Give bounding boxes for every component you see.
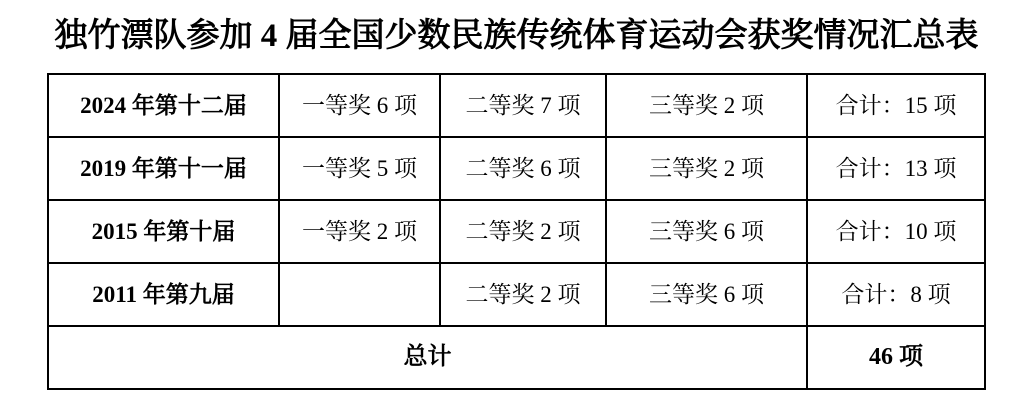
table-row-2024 bbox=[48, 74, 985, 137]
row-total-cell: 合计：13 项 bbox=[807, 137, 985, 200]
third-prize-cell: 三等奖 2 项 bbox=[606, 137, 807, 200]
table-row-2015 bbox=[48, 200, 985, 263]
summary-row bbox=[48, 326, 985, 389]
row-total-cell: 合计：10 项 bbox=[807, 200, 985, 263]
row-total-cell: 合计：15 项 bbox=[807, 74, 985, 137]
grand-total-value: 46 项 bbox=[807, 326, 985, 389]
second-prize-cell: 二等奖 2 项 bbox=[440, 263, 606, 326]
table-row-2019 bbox=[48, 137, 985, 200]
row-total-cell: 合计：8 项 bbox=[807, 263, 985, 326]
third-prize-cell: 三等奖 6 项 bbox=[606, 200, 807, 263]
third-prize-cell: 三等奖 6 项 bbox=[606, 263, 807, 326]
second-prize-cell: 二等奖 6 项 bbox=[440, 137, 606, 200]
third-prize-cell: 三等奖 2 项 bbox=[606, 74, 807, 137]
edition-cell: 2011 年第九届 bbox=[48, 263, 279, 326]
edition-cell: 2019 年第十一届 bbox=[48, 137, 279, 200]
table-row-2011 bbox=[48, 263, 985, 326]
first-prize-cell: 一等奖 5 项 bbox=[279, 137, 440, 200]
awards-summary-table bbox=[47, 73, 986, 390]
grand-total-label: 总计 bbox=[48, 326, 807, 389]
edition-cell: 2024 年第十二届 bbox=[48, 74, 279, 137]
page-title: 独竹漂队参加 4 届全国少数民族传统体育运动会获奖情况汇总表 bbox=[54, 18, 979, 54]
first-prize-cell-empty bbox=[279, 263, 440, 326]
edition-cell: 2015 年第十届 bbox=[48, 200, 279, 263]
second-prize-cell: 二等奖 7 项 bbox=[440, 74, 606, 137]
second-prize-cell: 二等奖 2 项 bbox=[440, 200, 606, 263]
first-prize-cell: 一等奖 2 项 bbox=[279, 200, 440, 263]
first-prize-cell: 一等奖 6 项 bbox=[279, 74, 440, 137]
